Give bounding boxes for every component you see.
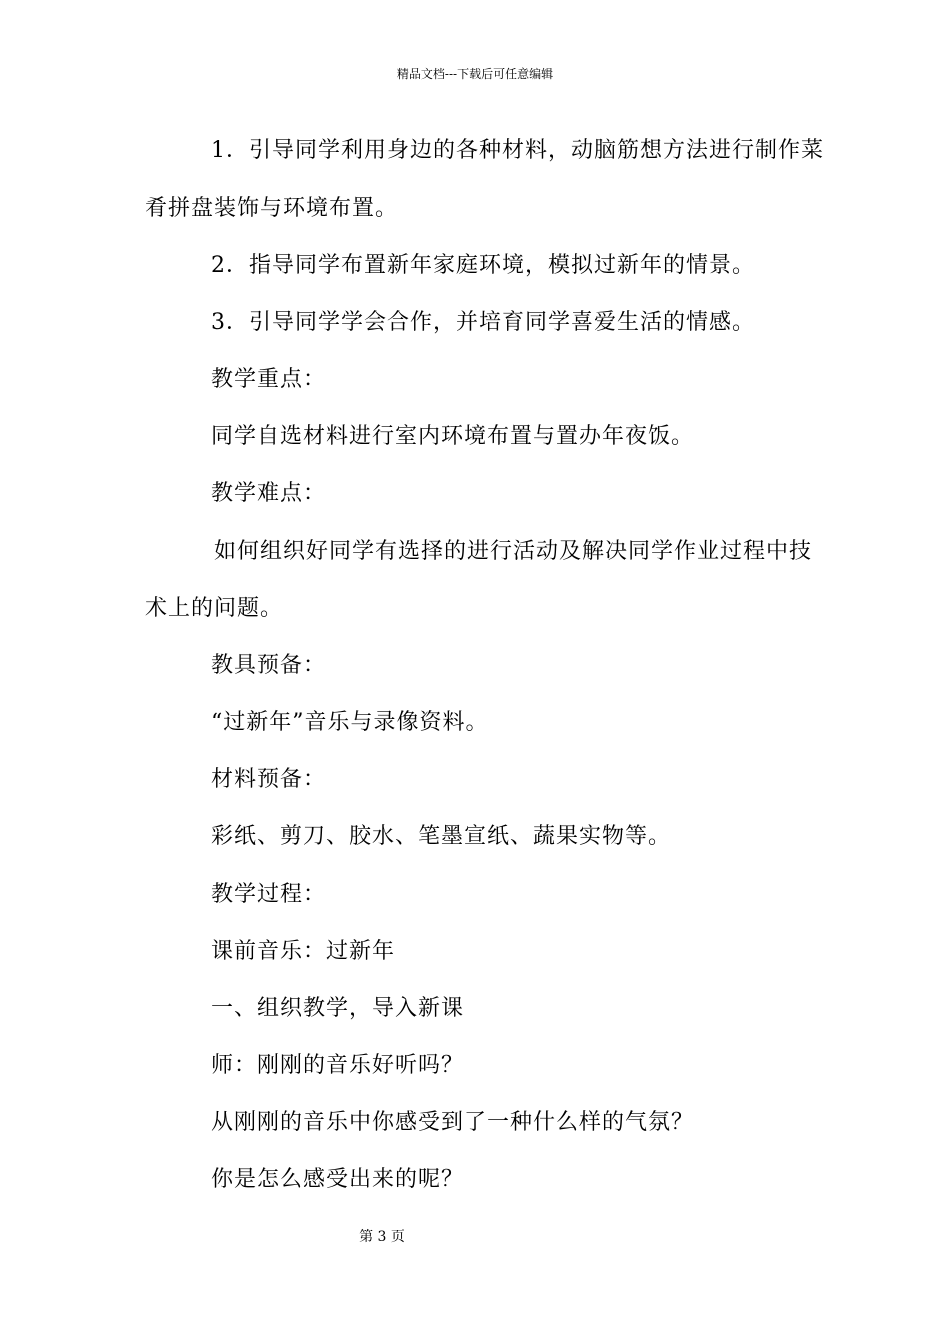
paragraph-line: 术上的问题。 <box>145 596 284 621</box>
section-heading: 教学重点： <box>211 367 327 392</box>
paragraph-line: 彩纸、剪刀、胶水、笔墨宣纸、蔬果实物等。 <box>211 824 672 849</box>
paragraph-line: 2．指导同学布置新年家庭环境，模拟过新年的情景。 <box>211 253 755 278</box>
paragraph-line: 师：刚刚的音乐好听吗？ <box>211 1053 465 1078</box>
section-heading: 教具预备： <box>211 653 327 678</box>
section-heading: 教学过程： <box>211 882 327 907</box>
paragraph-line: “过新年”音乐与录像资料。 <box>211 710 489 735</box>
page-number: 第 3 页 <box>359 1229 405 1245</box>
paragraph-line: 1．引导同学利用身边的各种材料，动脑筋想方法进行制作菜 <box>211 138 824 163</box>
section-heading: 教学难点： <box>211 481 327 506</box>
paragraph-line: 从刚刚的音乐中你感受到了一种什么样的气氛？ <box>211 1110 695 1135</box>
paragraph-line: 同学自选材料进行室内环境布置与置办年夜饭。 <box>211 424 695 449</box>
paragraph-line: 你是怎么感受出来的呢？ <box>211 1167 465 1192</box>
paragraph-line: 课前音乐：过新年 <box>211 939 396 964</box>
paragraph-line: 如何组织好同学有选择的进行活动及解决同学作业过程中技 <box>214 539 813 564</box>
section-heading: 材料预备： <box>211 767 327 792</box>
paragraph-line: 3．引导同学学会合作，并培育同学喜爱生活的情感。 <box>211 310 755 335</box>
page-header: 精品文档---下载后可任意编辑 <box>396 67 554 81</box>
paragraph-line: 肴拼盘装饰与环境布置。 <box>145 196 399 221</box>
paragraph-line: 一、组织教学，导入新课 <box>211 996 465 1021</box>
